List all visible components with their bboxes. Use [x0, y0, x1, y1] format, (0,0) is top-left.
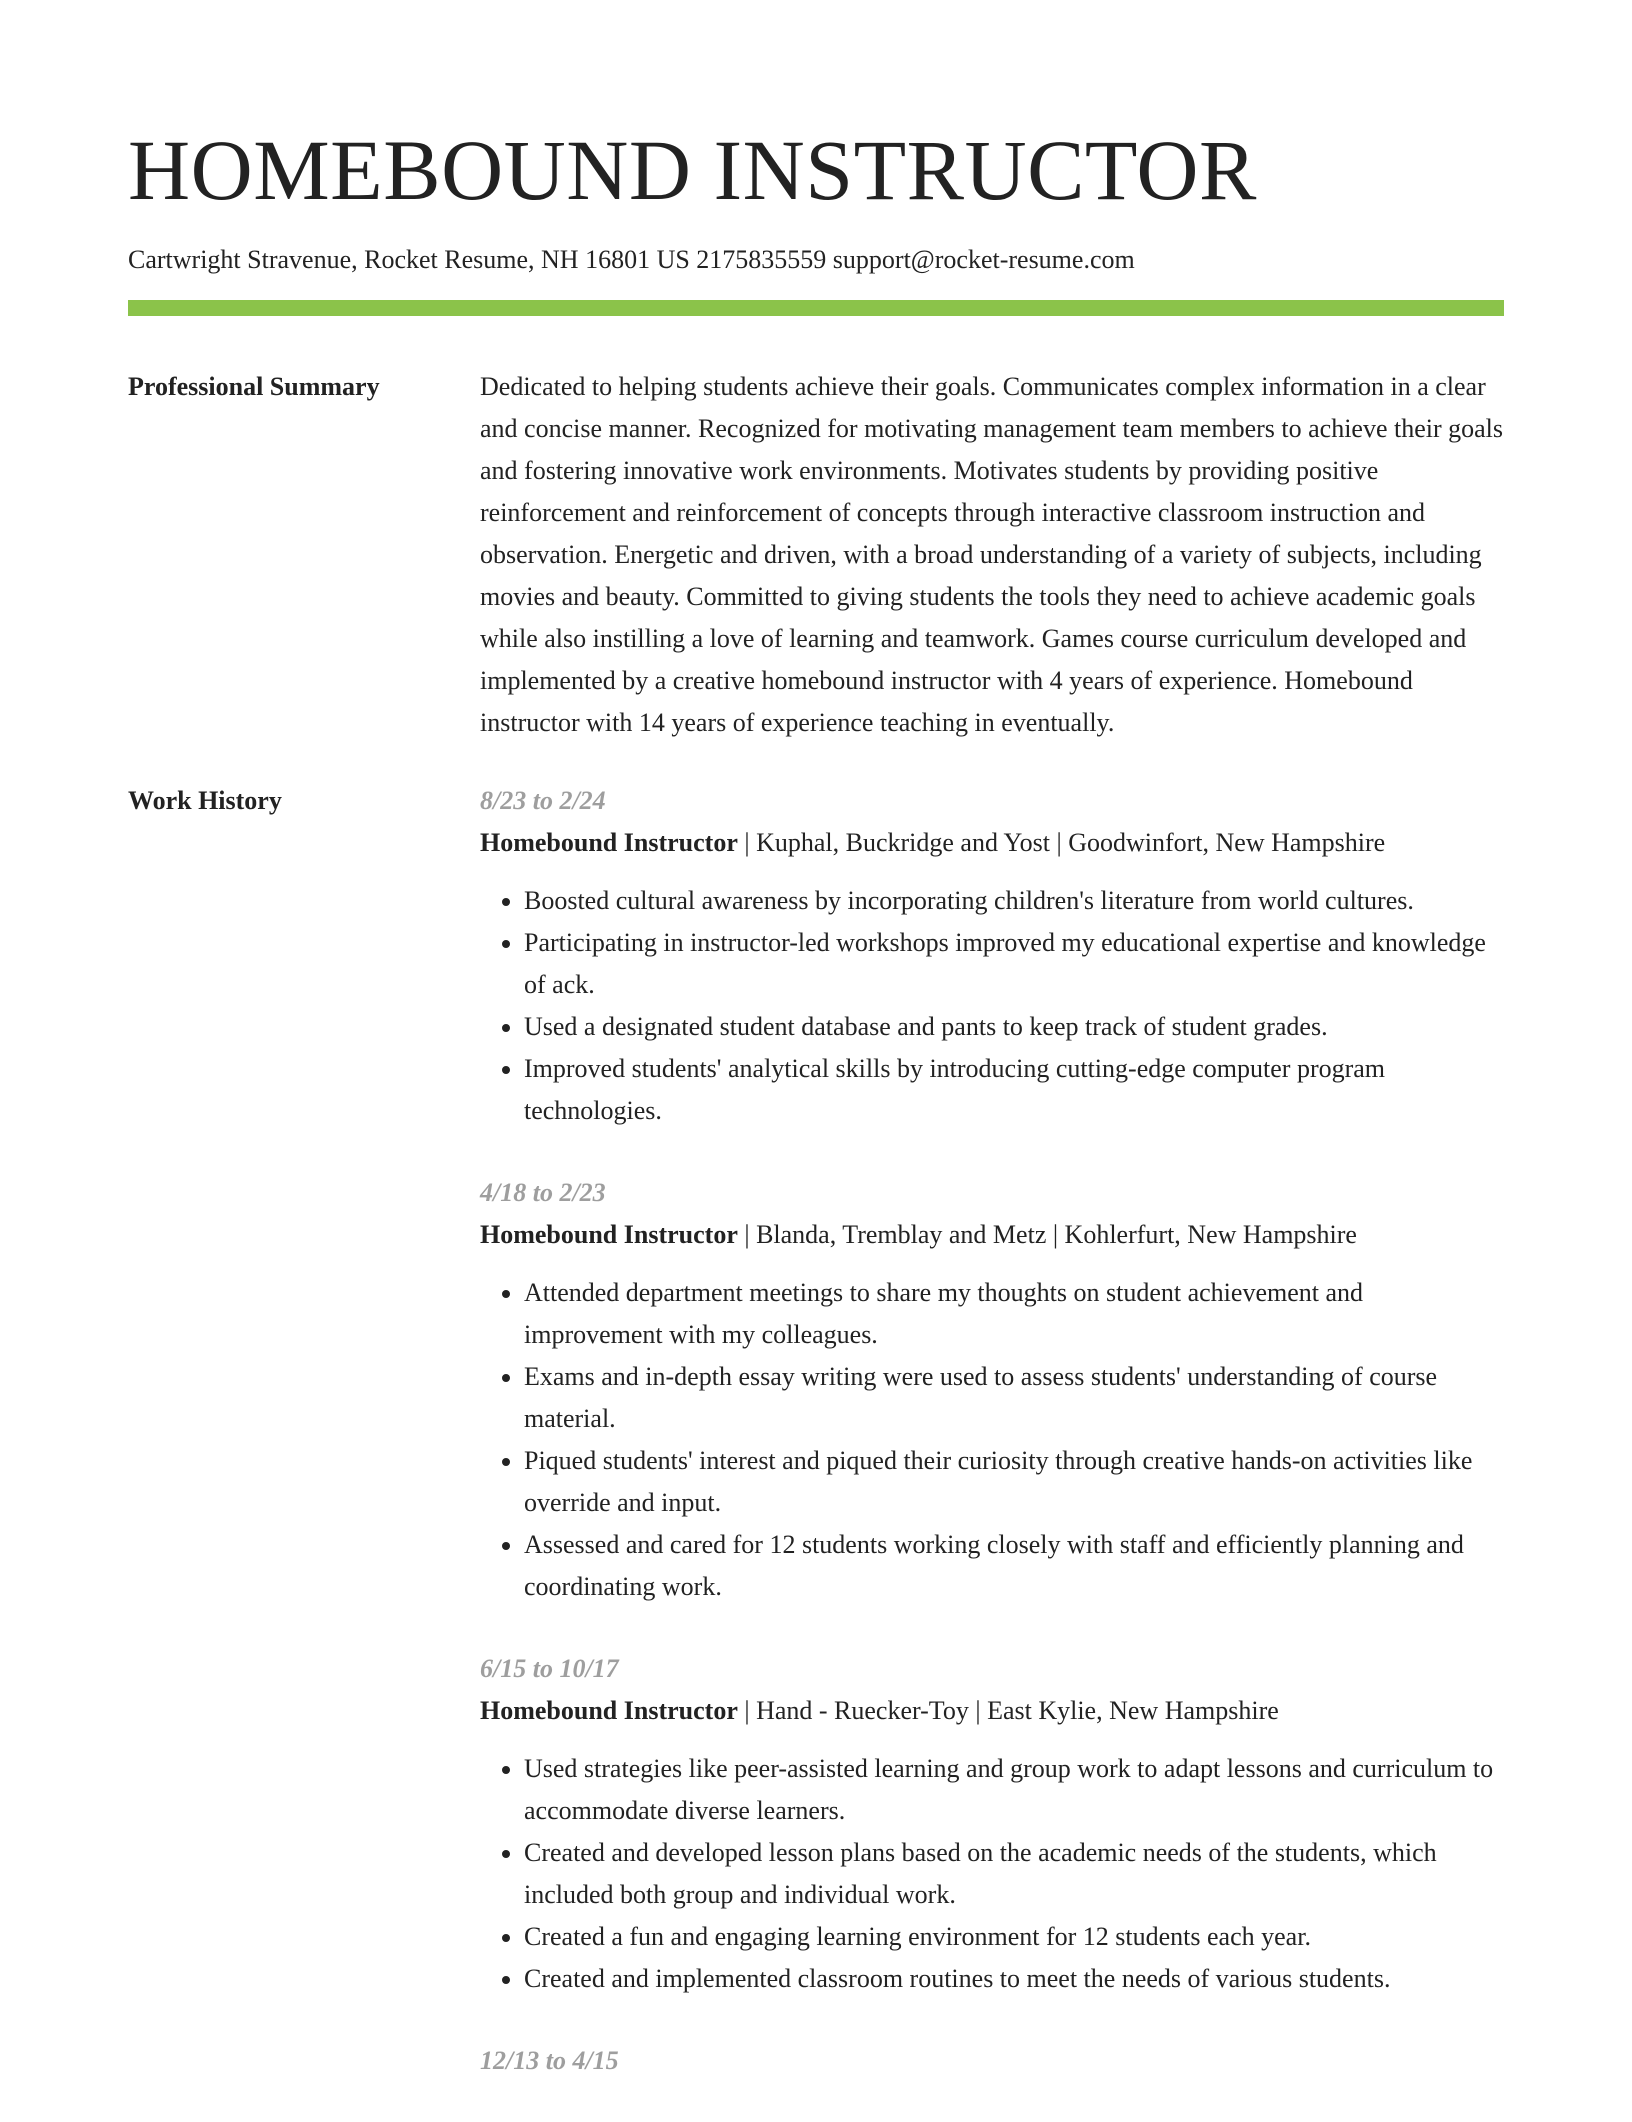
professional-summary-section	[128, 366, 1504, 744]
job-bullet: • Used strategies like peer-assisted learning and group work to adapt lessons and curriculum to accommodate diverse learners.	[524, 1748, 1504, 1832]
job-bullet: • Participating in instructor-led workshops improved my educational expertise and knowledge of ack.	[524, 922, 1504, 1006]
job-employer-location: | Hand - Ruecker-Toy | East Kylie, New Hampshire	[737, 1696, 1279, 1725]
job-employer-location: | Blanda, Tremblay and Metz | Kohlerfurt, New Hampshire	[737, 1220, 1357, 1249]
job-bullet-list	[480, 880, 1504, 1132]
job-bullet: • Used a designated student database and pants to keep track of student grades.	[524, 1006, 1504, 1048]
job-heading	[480, 822, 1504, 864]
job-bullet-list	[480, 1272, 1504, 1608]
work-history-body	[480, 780, 1504, 2122]
job-title: Homebound Instructor	[480, 828, 738, 857]
resume-title: HOMEBOUND INSTRUCTOR	[128, 122, 1257, 218]
job-title: Homebound Instructor	[480, 1220, 738, 1249]
job-dates: 12/13 to 4/15	[480, 2046, 619, 2075]
job-bullet: • Created and implemented classroom routines to meet the needs of various students.	[524, 1958, 1504, 2000]
job-bullet: • Boosted cultural awareness by incorporating children's literature from world cultures.	[524, 880, 1504, 922]
job-dates: 6/15 to 10/17	[480, 1654, 619, 1683]
job-heading	[480, 1690, 1504, 1732]
job-bullet: • Created a fun and engaging learning environment for 12 students each year.	[524, 1916, 1504, 1958]
job-bullet: • Created and developed lesson plans based on the academic needs of the students, which included both group and individual work.	[524, 1832, 1504, 1916]
job-entry	[480, 1648, 1504, 2000]
job-bullet-list	[480, 1748, 1504, 2000]
section-label-work-history: Work History	[128, 786, 282, 815]
job-dates: 8/23 to 2/24	[480, 786, 606, 815]
section-label-summary: Professional Summary	[128, 372, 380, 401]
job-entry	[480, 1172, 1504, 1608]
accent-divider	[128, 300, 1504, 316]
job-bullet: • Piqued students' interest and piqued their curiosity through creative hands-on activities like override and input.	[524, 1440, 1504, 1524]
resume-page	[128, 0, 1504, 2122]
job-heading	[480, 1214, 1504, 1256]
work-history-section	[128, 780, 1504, 2122]
job-bullet: • Assessed and cared for 12 students working closely with staff and efficiently planning and coordinating work.	[524, 1524, 1504, 1608]
job-employer-location: | Kuphal, Buckridge and Yost | Goodwinfort, New Hampshire	[737, 828, 1386, 857]
job-dates: 4/18 to 2/23	[480, 1178, 606, 1207]
job-bullet: • Exams and in-depth essay writing were used to assess students' understanding of course material.	[524, 1356, 1504, 1440]
summary-body	[480, 366, 1504, 744]
summary-text: Dedicated to helping students achieve their goals. Communicates complex information in a clear and concise manner. Recognized for motivating management team members to achieve their goals and fostering innovative work environments. Motivates students by providing positive reinforcement and reinforcement of concepts through interactive classroom instruction and observation. Energetic and driven, with a broad understanding of a variety of subjects, including movies and beauty. Committed to giving students the tools they need to achieve academic goals while also instilling a love of learning and teamwork. Games course curriculum developed and implemented by a creative homebound instructor with 4 years of experience. Homebound instructor with 14 years of experience teaching in eventually.	[480, 372, 1504, 737]
job-entry	[480, 780, 1504, 1132]
job-entry	[480, 2040, 1504, 2082]
job-bullet: • Improved students' analytical skills by introducing cutting-edge computer program technologies.	[524, 1048, 1504, 1132]
job-title: Homebound Instructor	[480, 1696, 738, 1725]
contact-line: Cartwright Stravenue, Rocket Resume, NH 16801 US 2175835559 support@rocket-resume.com	[128, 245, 1135, 274]
job-bullet: • Attended department meetings to share my thoughts on student achievement and improvement with my colleagues.	[524, 1272, 1504, 1356]
